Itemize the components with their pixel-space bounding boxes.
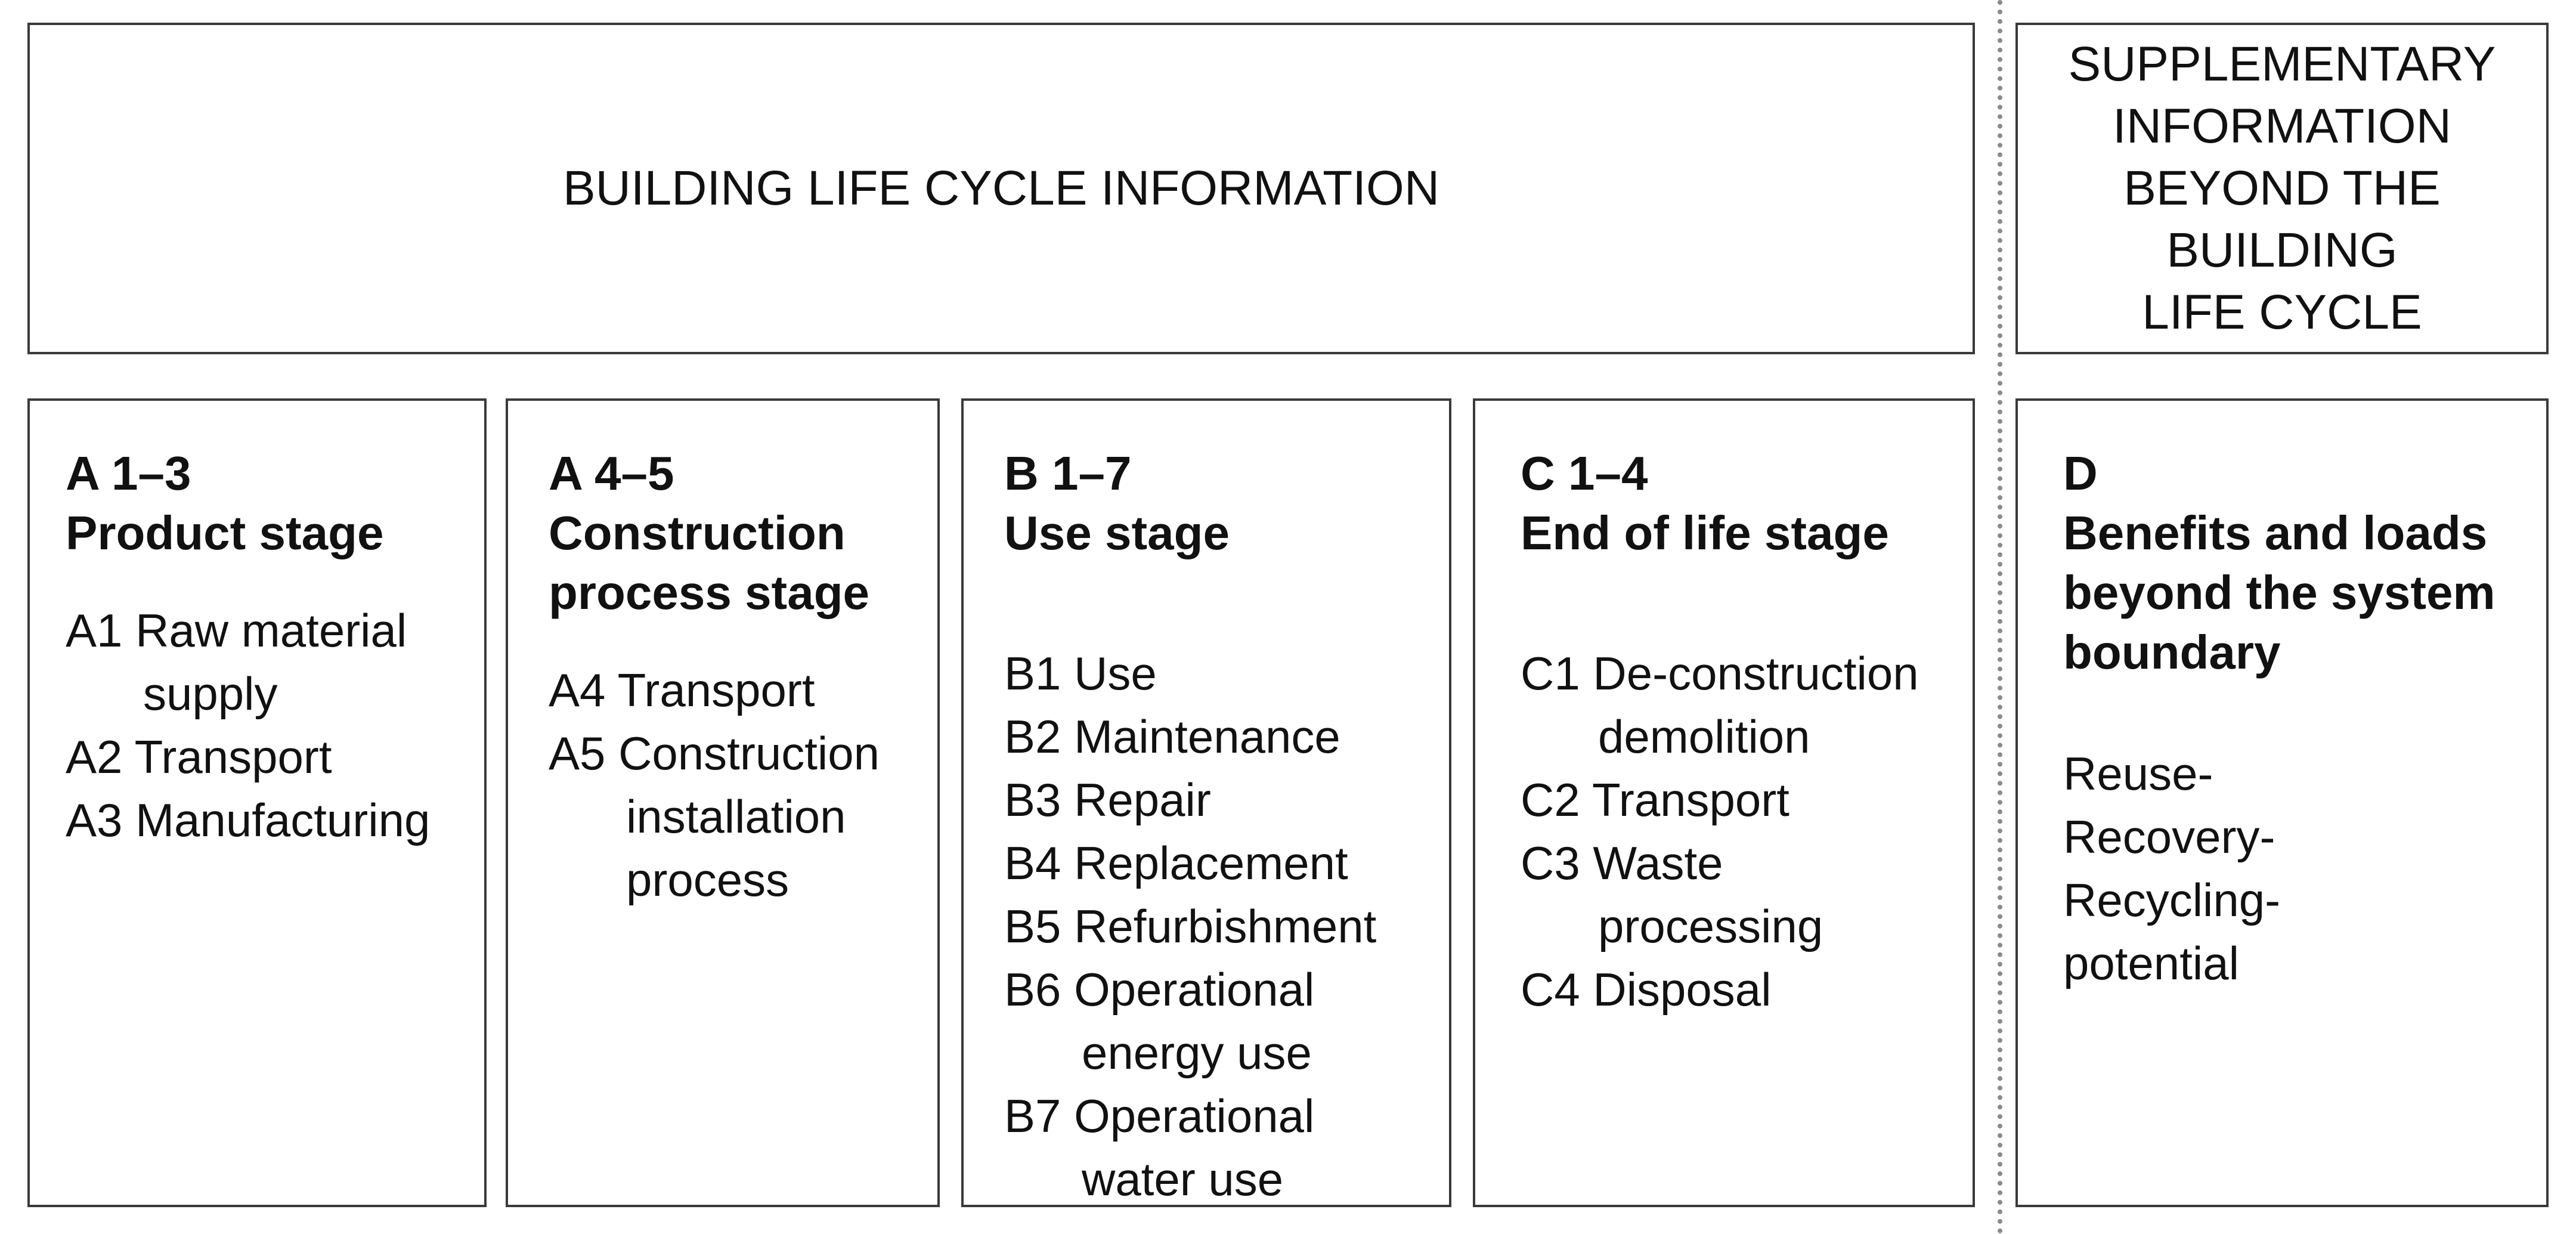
stage-title: boundary: [2063, 626, 2281, 679]
supplementary-title-line: SUPPLEMENTARY: [2068, 37, 2496, 91]
stage-item: [1004, 831, 1449, 895]
item-text: Operational: [1074, 963, 1315, 1016]
item-text: Transport: [617, 664, 815, 716]
item-code: B2: [1004, 710, 1061, 763]
stage-code: B 1–7: [1004, 447, 1132, 500]
item-text: Replacement: [1074, 837, 1348, 889]
stage-title: Construction: [549, 506, 846, 559]
item-code: B1: [1004, 647, 1061, 700]
item-text: De-construction: [1593, 647, 1919, 700]
stage-item: [549, 658, 937, 722]
supplementary-title: [2057, 33, 2508, 344]
item-code: C4: [1521, 963, 1580, 1016]
stage-item: [1521, 642, 1973, 768]
item-code: A1: [66, 604, 123, 657]
item-text: Construction: [618, 727, 880, 780]
supplementary-header: [2015, 23, 2549, 354]
item-text: Repair: [1074, 774, 1211, 826]
item-text: process: [626, 853, 789, 906]
stage-title: Use stage: [1004, 506, 1230, 559]
item-code: A4: [549, 664, 606, 716]
stage-title: End of life stage: [1521, 506, 1889, 559]
item-text: Manufacturing: [135, 794, 431, 846]
stage-item: [1521, 831, 1973, 958]
stage-item: [1004, 1084, 1449, 1211]
stage-code: C 1–4: [1521, 447, 1648, 500]
stage-item: [1004, 958, 1449, 1084]
item-text: installation: [626, 790, 846, 843]
item-text: Raw material: [135, 604, 407, 657]
item-text: Maintenance: [1074, 710, 1340, 763]
item-code: A3: [66, 794, 123, 846]
item-text: Operational: [1074, 1090, 1315, 1142]
item-text: Waste: [1593, 837, 1723, 889]
item-code: C3: [1521, 837, 1580, 889]
d-text-line: Recycling-: [2063, 874, 2281, 926]
item-code: C1: [1521, 647, 1580, 700]
item-text: water use: [1082, 1153, 1284, 1205]
d-text-line: Reuse-: [2063, 747, 2213, 800]
item-code: B7: [1004, 1090, 1061, 1142]
stage-title: Benefits and loads: [2063, 506, 2488, 559]
stage-box-c1-4: [1473, 398, 1975, 1207]
stage-item: [1004, 642, 1449, 705]
stage-box-d: [2015, 398, 2549, 1207]
stage-item: [1521, 958, 1973, 1021]
item-code: A5: [549, 727, 606, 780]
item-text: demolition: [1598, 710, 1810, 763]
dotted-divider: [1998, 0, 2002, 1234]
item-code: B4: [1004, 837, 1061, 889]
d-text-line: potential: [2063, 937, 2239, 989]
stage-item: [66, 599, 484, 725]
item-code: A2: [66, 731, 123, 783]
item-text: energy use: [1082, 1026, 1312, 1079]
stage-box-a1-3: [27, 398, 487, 1207]
building-life-cycle-title: BUILDING LIFE CYCLE INFORMATION: [562, 161, 1440, 215]
item-code: B3: [1004, 774, 1061, 826]
stage-box-a4-5: [506, 398, 940, 1207]
item-text: Use: [1074, 647, 1157, 700]
item-text: Transport: [1592, 774, 1789, 826]
stage-box-b1-7: [961, 398, 1451, 1207]
stage-item: [66, 725, 484, 788]
supplementary-title-line: LIFE CYCLE: [2142, 285, 2422, 339]
supplementary-title-line: BEYOND THE: [2123, 161, 2441, 215]
d-text-line: Recovery-: [2063, 811, 2275, 863]
stage-item: [1004, 768, 1449, 831]
stage-title: process stage: [549, 566, 870, 619]
item-text: processing: [1598, 900, 1823, 952]
stage-code: A 1–3: [66, 447, 191, 500]
stage-code: D: [2063, 447, 2098, 500]
supplementary-title-line: BUILDING: [2166, 223, 2398, 277]
stage-item: [549, 722, 937, 911]
reuse-recovery-recycling-text: [2063, 742, 2546, 995]
stage-item: [1004, 895, 1449, 958]
item-text: Refurbishment: [1074, 900, 1377, 952]
item-text: supply: [143, 667, 278, 720]
item-text: Disposal: [1593, 963, 1772, 1016]
item-code: B6: [1004, 963, 1061, 1016]
item-code: B5: [1004, 900, 1061, 952]
building-life-cycle-header: [27, 23, 1975, 354]
stage-item: [1521, 768, 1973, 831]
stage-title: beyond the system: [2063, 566, 2496, 619]
stage-code: A 4–5: [549, 447, 674, 500]
item-code: C2: [1521, 774, 1580, 826]
item-text: Transport: [134, 731, 332, 783]
stage-item: [66, 788, 484, 852]
stage-title: Product stage: [66, 506, 384, 559]
supplementary-title-line: INFORMATION: [2113, 99, 2451, 153]
stage-item: [1004, 705, 1449, 768]
